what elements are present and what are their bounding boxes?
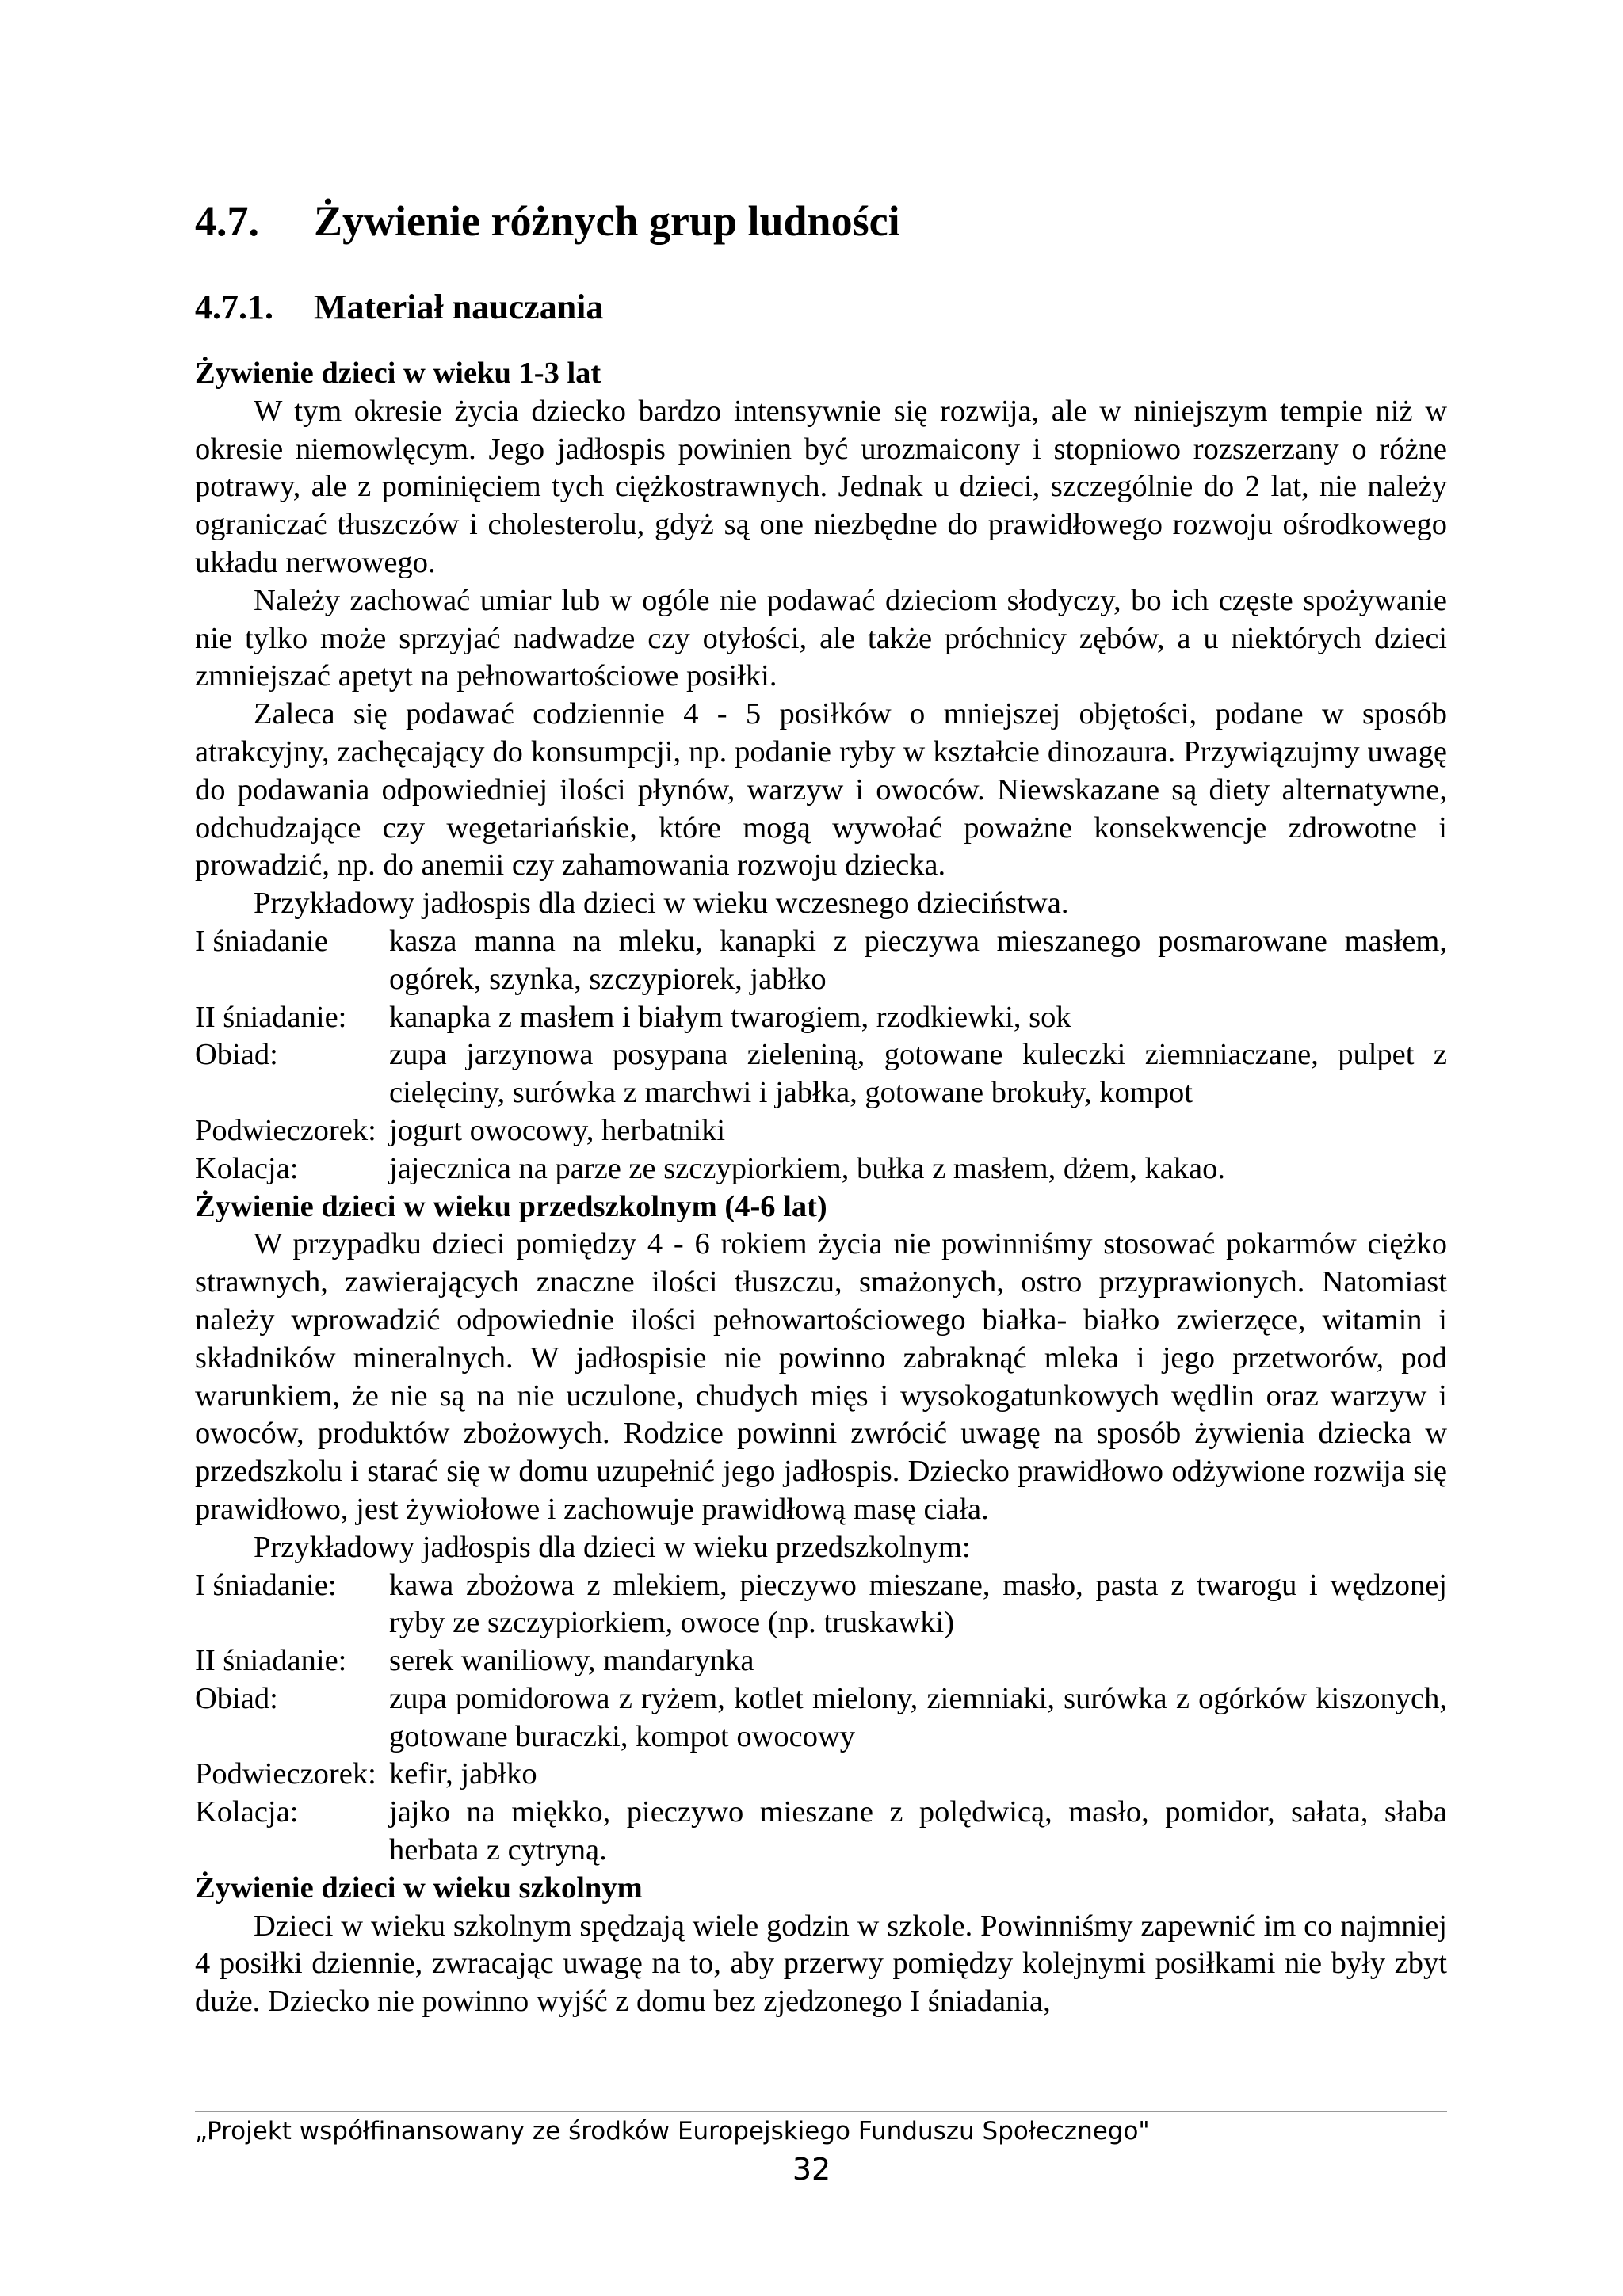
section-number: 4.7.1. [195,288,273,326]
paragraph: Dzieci w wieku szkolnym spędzają wiele godzin w szkole. Powinniśmy zapewnić im co najmniej 4 posiłki dziennie, zwracając uwagę na to, aby przerwy pomiędzy kolejnymi posiłkami nie były zbyt duże. Dziecko nie powinno wyjść z domu bez zjedzonego I śniadania, [195,1909,1447,2019]
menu-intro: Przykładowy jadłospis dla dzieci w wieku przedszkolnym: [254,1530,971,1564]
chapter-number: 4.7. [195,197,259,245]
menu-intro: Przykładowy jadłospis dla dzieci w wieku wczesnego dzieciństwa. [254,887,1069,921]
paragraph: W tym okresie życia dziecko bardzo intensywnie się rozwija, ale w niniejszym tempie niż w okresie niemowlęcym. Jego jadłospis powinien być urozmaicony i stopniowo rozszerzany o różne potrawy, ale z pominięciem tych ciężkostrawnych. Jednak u dzieci, szczególnie do 2 lat, nie należy ograniczać tłuszczów i cholesterolu, gdyż są one niezbędne do prawidłowego rozwoju ośrodkowego układu nerwowego. [195,394,1447,579]
meal-label: Podwieczorek: [195,1113,376,1147]
meal-label: I śniadanie: [195,1568,337,1602]
meal-items: jogurt owocowy, herbatniki [389,1113,726,1147]
meal-label: Obiad: [195,1038,278,1072]
meal-items: zupa jarzynowa posypana zieleniną, gotowane kuleczki ziemniaczane, pulpet z cielęciny, surówka z marchwi i jabłka, gotowane brokuły, kompot [389,1038,1447,1110]
meal-label: Podwieczorek: [195,1757,376,1791]
meal-plan [195,923,1447,1188]
meal-items: jajko na miękko, pieczywo mieszane z polędwicą, masło, pomidor, sałata, słaba herbata z cytryną. [389,1795,1447,1867]
meal-label: Obiad: [195,1681,278,1715]
meal-label: Kolacja: [195,1795,299,1829]
meal-label: Kolacja: [195,1151,299,1185]
paragraph: Zaleca się podawać codziennie 4 - 5 posiłków o mniejszej objętości, podane w sposób atrakcyjny, zachęcający do konsumpcji, np. podanie ryby w kształcie dinozaura. Przywiązujmy uwagę do podawania odpowiedniej ilości płynów, warzyw i owoców. Niewskazane są diety alternatywne, odchudzające czy wegetariańskie, które mogą wywołać poważne konsekwencje zdrowotne i prowadzić, np. do anemii czy zahamowania rozwoju dziecka. [195,697,1447,883]
meal-label: II śniadanie: [195,1644,347,1678]
meal-items: kasza manna na mleku, kanapki z pieczywa mieszanego posmarowane masłem, ogórek, szynka, szczypiorek, jabłko [389,924,1447,996]
footer-divider [195,2111,1447,2112]
section-title: Materiał nauczania [314,288,604,326]
footer-text: „Projekt współfinansowany ze środków Europejskiego Funduszu Społecznego" [195,2117,1150,2145]
subsection-title: Żywienie dzieci w wieku szkolnym [195,1871,643,1905]
paragraph: W przypadku dzieci pomiędzy 4 - 6 rokiem życia nie powinniśmy stosować pokarmów ciężko strawnych, zawierających znaczne ilości tłuszczu, smażonych, ostro przyprawionych. Natomiast należy wprowadzić odpowiednie ilości pełnowartościowego białka- białko zwierzęce, witamin i składników mineralnych. W jadłospisie nie powinno zabraknąć mleka i jego przetworów, pod warunkiem, że nie są na nie uczulone, chudych mięs i wysokogatunkowych wędlin oraz warzyw i owoców, produktów zbożowych. Rodzice powinni zwrócić uwagę na sposób żywienia dziecka w przedszkolu i starać się w domu uzupełnić jego jadłospis. Dziecko prawidłowo odżywione rozwija się prawidłowo, jest żywiołowe i zachowuje prawidłową masę ciała. [195,1227,1447,1526]
page-number: 32 [792,2152,831,2187]
body-text [195,355,1447,2021]
subsection-title: Żywienie dzieci w wieku 1-3 lat [195,357,601,390]
meal-items: zupa pomidorowa z ryżem, kotlet mielony, ziemniaki, surówka z ogórków kiszonych, gotowane buraczki, kompot owocowy [389,1681,1447,1753]
meal-items: jajecznica na parze ze szczypiorkiem, bułka z masłem, dżem, kakao. [389,1151,1226,1185]
section-heading [195,287,603,327]
chapter-heading [195,196,900,246]
meal-items: kawa zbożowa z mlekiem, pieczywo mieszane, masło, pasta z twarogu i wędzonej ryby ze szczypiorkiem, owoce (np. truskawki) [389,1568,1447,1640]
paragraph: Należy zachować umiar lub w ogóle nie podawać dzieciom słodyczy, bo ich częste spożywanie nie tylko może sprzyjać nadwadze czy otyłości, ale także próchnicy zębów, a u niektórych dzieci zmniejszać apetyt na pełnowartościowe posiłki. [195,583,1447,693]
meal-label: I śniadanie [195,924,328,958]
chapter-title: Żywienie różnych grup ludności [314,197,900,245]
subsection-title: Żywienie dzieci w wieku przedszkolnym (4-6 lat) [195,1189,827,1223]
meal-label: II śniadanie: [195,1000,347,1034]
meal-items: kanapka z masłem i białym twarogiem, rzodkiewki, sok [389,1000,1071,1034]
meal-items: kefir, jabłko [389,1757,537,1791]
meal-plan [195,1567,1447,1870]
meal-items: serek waniliowy, mandarynka [389,1644,754,1678]
